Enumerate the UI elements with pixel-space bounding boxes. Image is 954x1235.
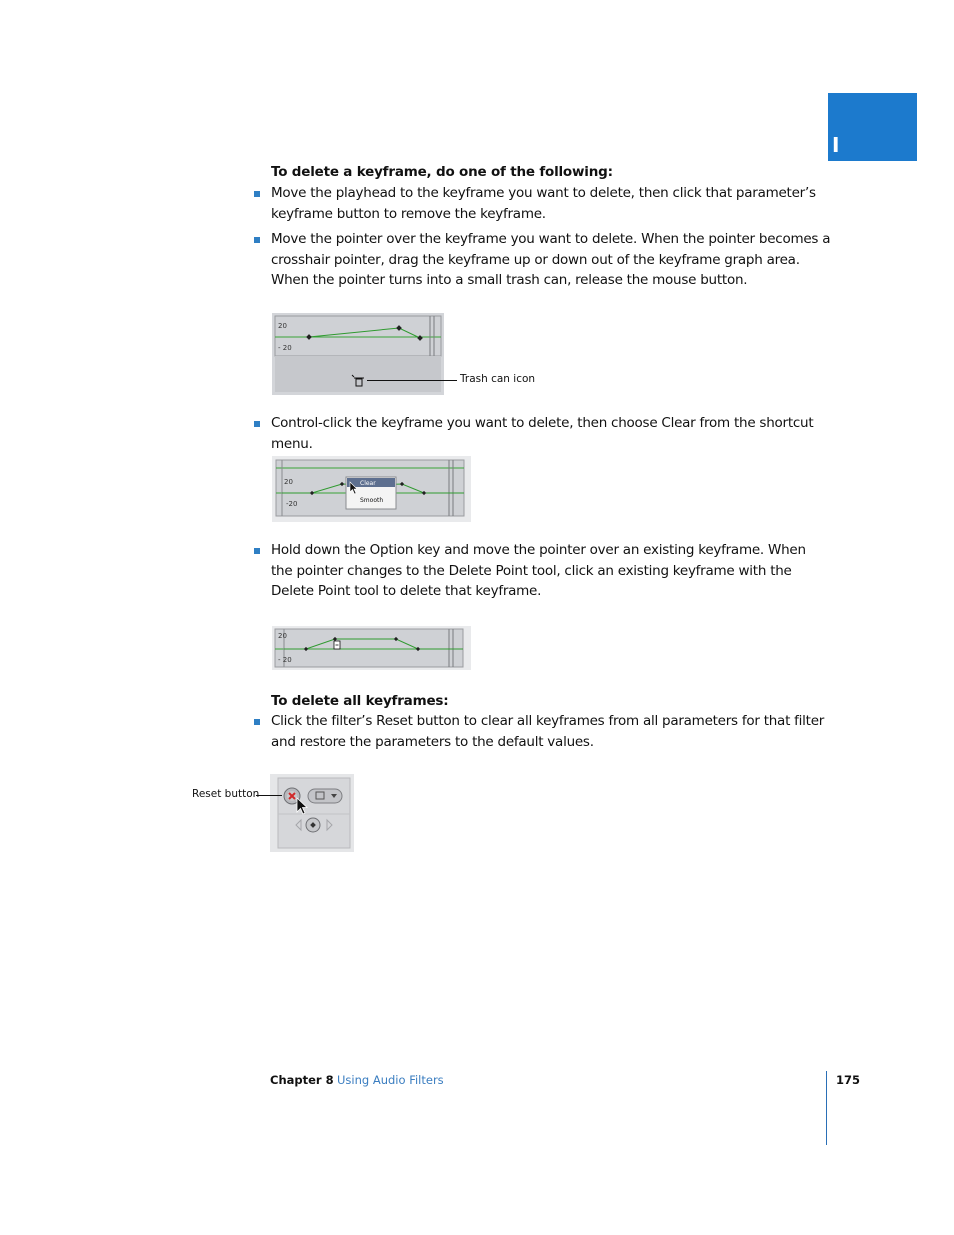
delete-point-pointer-icon bbox=[334, 641, 340, 649]
figure-axis-label: -20 bbox=[286, 500, 298, 508]
figure-reset-button-screenshot bbox=[270, 774, 354, 852]
bullet-text: Control-click the keyframe you want to delete, then choose Clear from the shortcut menu. bbox=[271, 415, 814, 452]
callout-line bbox=[367, 380, 457, 381]
figure-axis-label: - 20 bbox=[278, 344, 292, 352]
section-heading-delete-keyframe: To delete a keyframe, do one of the following: bbox=[271, 164, 613, 180]
figure-delete-point-screenshot bbox=[272, 626, 471, 670]
bullet-marker bbox=[254, 237, 260, 243]
bullet-marker bbox=[254, 191, 260, 197]
figure-trash-can-screenshot bbox=[272, 313, 444, 395]
keyframe-navigation-icon bbox=[296, 818, 332, 832]
menu-item-clear: Clear bbox=[360, 480, 376, 487]
bullet-text: Hold down the Option key and move the pointer over an existing keyframe. When the pointer changes to the Delete Point tool, click an existing keyframe with the Delete Point tool to delete that keyframe. bbox=[271, 542, 806, 599]
bullet-text: Move the playhead to the keyframe you want to delete, then click that parameter’s keyframe button to remove the keyframe. bbox=[271, 185, 816, 222]
figure-axis-label: - 20 bbox=[278, 656, 292, 664]
bullet-marker bbox=[254, 719, 260, 725]
callout-line bbox=[256, 795, 282, 796]
bullet-text: Click the filter’s Reset button to clear all keyframes from all parameters for that filter and restore the parameters to the default values. bbox=[271, 713, 825, 750]
callout-trash-can-icon: Trash can icon bbox=[460, 373, 536, 385]
page-number: 175 bbox=[836, 1073, 861, 1087]
figure-axis-label: 20 bbox=[278, 632, 287, 640]
callout-reset-button: Reset button bbox=[192, 788, 260, 800]
keyframe-menu-button-icon bbox=[308, 789, 342, 803]
footer-divider bbox=[826, 1071, 827, 1145]
figure-shortcut-menu-screenshot bbox=[272, 456, 471, 522]
footer-chapter: Chapter 8 bbox=[270, 1073, 334, 1087]
figure-axis-label: 20 bbox=[284, 478, 293, 486]
bullet-marker bbox=[254, 421, 260, 427]
chapter-tab-letter: I bbox=[832, 133, 840, 157]
bullet-marker bbox=[254, 548, 260, 554]
section-heading-delete-all: To delete all keyframes: bbox=[271, 693, 449, 709]
figure-axis-label: 20 bbox=[278, 322, 287, 330]
menu-item-smooth: Smooth bbox=[360, 497, 384, 504]
bullet-text: Move the pointer over the keyframe you want to delete. When the pointer becomes a crosshair pointer, drag the keyframe up or down out of the keyframe graph area. When the pointer turns into a small trash can, release the mouse button. bbox=[271, 231, 831, 288]
footer-chapter-title-link[interactable]: Using Audio Filters bbox=[337, 1073, 444, 1087]
chapter-tab bbox=[828, 93, 917, 161]
